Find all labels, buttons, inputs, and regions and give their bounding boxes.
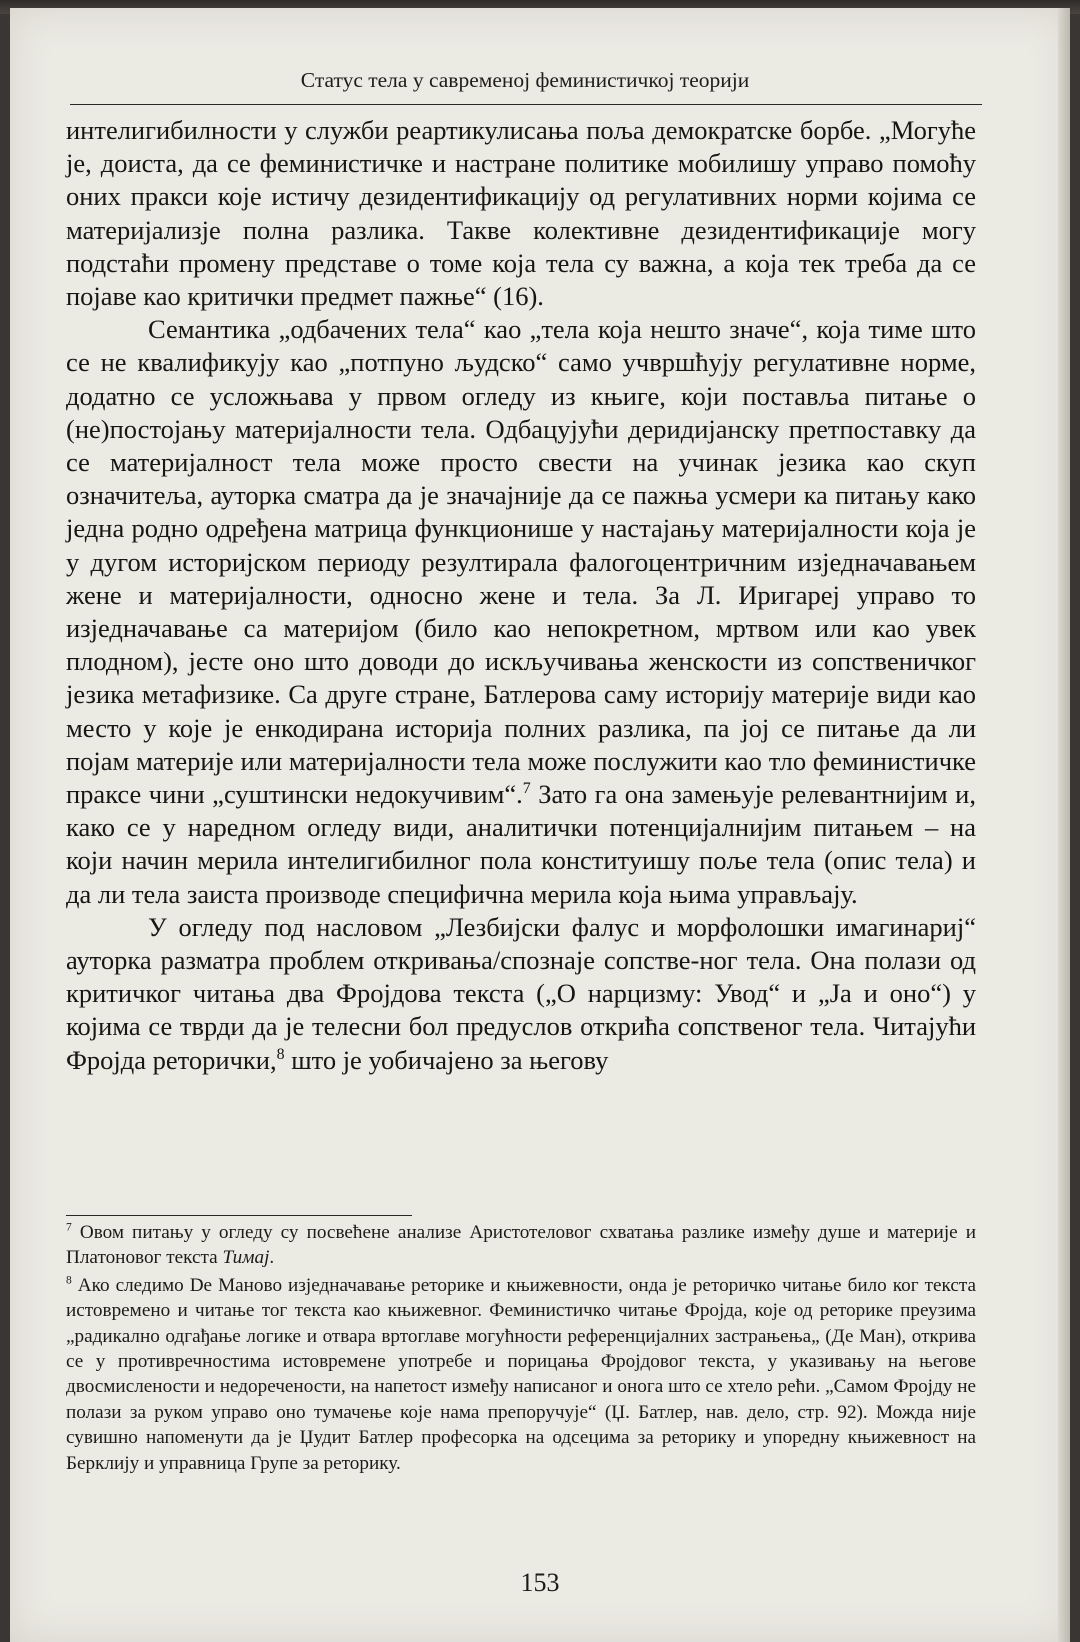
footnote-7-number: 7 [66, 1221, 72, 1234]
paragraph-1 [66, 114, 976, 313]
footnote-ref-8[interactable]: 8 [276, 1045, 285, 1063]
header-rule [70, 104, 982, 105]
footnote-rule [66, 1215, 412, 1216]
paragraph-2-text-b: Зато га она замењује релевантнијим и, како се у наредном огледу види, аналитички потенцијалнијим питањем – на који начин мерила интелигибилног пола конституишу поље тела (опис тела) и да ли тела заиста производе специфична мерила која њима управљају. [66, 779, 976, 909]
footnote-7-text-a: Овом питању у огледу су посвећене анализе Аристотеловог схватања разлике између душе и материје и Платоновог текста [66, 1222, 976, 1269]
footnotes [66, 1220, 976, 1478]
paragraph-3-text-a: У огледу под насловом „Лезбијски фалус и морфолошки имагинариј“ ауторка разматра проблем откривања/спознаје сопстве-ног тела. Она полази од критичког читања два Фројдова текста („О нарцизму: Увод“ и „Ја и оно“) у којима се тврди да је телесни бол предуслов открића сопственог тела. Читајући Фројда реторички, [66, 911, 976, 1075]
paragraph-2-text-a: Семантика „одбачених тела“ као „тела која нешто значе“, која тиме што се не квалификују као „потпуно људско“ само учвршћују регулативне норме, додатно се усложњава у првом огледу из књиге, који поставља питање о (не)постојању материјалности тела. Одбацујући деридијанску претпоставку да се материјалност тела може просто свести на учинак језика као скуп означитеља, ауторка сматра да је значајније да се пажња усмери ка питању како једна родно одређена матрица функционише у настајању материјалности која је у дугом историјском периоду резултирала фалогоцентричним изједначавањем жене и материјалности, односно жене и тела. За Л. Иригареј управо то изједначавање са материјом (било као непокретном, мртвом или као увек плодном), јесте оно што доводи до искључивања женскости из сопственичког језика метафизике. Са друге стране, Батлерова саму историју материје види као место у које је енкодирана историја полних разлика, па јој се питање да ли појам материје или материјалности тела може послужити као тло феминистичке праксе чини „суштински недокучивим“. [66, 314, 976, 810]
footnote-7-italic-title: Тимај [222, 1247, 270, 1269]
footnote-8-number: 8 [66, 1274, 72, 1287]
footnote-ref-7[interactable]: 7 [522, 780, 531, 798]
footnote-7-text-b: . [269, 1247, 275, 1269]
footnote-8 [66, 1273, 976, 1476]
paragraph-1-text: интелигибилности у служби реартикулисања поља демократске борбе. „Могуће је, доиста, да се феминистичке и настране политике мобилишу управо помоћу оних пракси које истичу дезидентификацију од регулативних норми којима се материјализје полна разлика. Такве колективне дезидентификације могу подстаћи промену представе о томе која тела су важна, а која тек треба да се појаве као критички предмет пажње“ (16). [66, 115, 976, 312]
book-page [10, 8, 1070, 1642]
paragraph-3 [66, 911, 976, 1077]
body-text [66, 114, 976, 1077]
footnote-7 [66, 1220, 976, 1271]
page-number: 153 [520, 1568, 560, 1597]
running-head: Статус тела у савременој феминистичкој теорији [300, 68, 750, 92]
footnote-8-text: Ако следимо De Маново изједначавање реторике и књижевности, онда је реторичко читање било ког текста истовремено и читање тог текста као књижевног. Феминистичко читање Фројда, које од реторике преузима „радикално одгађање логике и отвара вртоглаве могућности референцијалних застрањења„ (Де Ман), открива се у противречностима истовремене употребе и порицања Фројдовог текста, у указивању на његове двосмислености и недоречености, на напетост између написаног и онога што се хтело рећи. „Самом Фројду не полази за руком управо оно тумачење које нама препоручује“ (Џ. Батлер, нав. дело, стр. 92). Можда није сувишно напоменути да је Џудит Батлер професорка на одсецима за реторику и упоредну књижевност на Берклију и управница Групе за реторику. [66, 1274, 976, 1474]
page-edge-shadow [1058, 8, 1070, 1642]
paragraph-2 [66, 313, 976, 911]
paragraph-3-text-b: што је уобичајено за његову [284, 1044, 609, 1075]
